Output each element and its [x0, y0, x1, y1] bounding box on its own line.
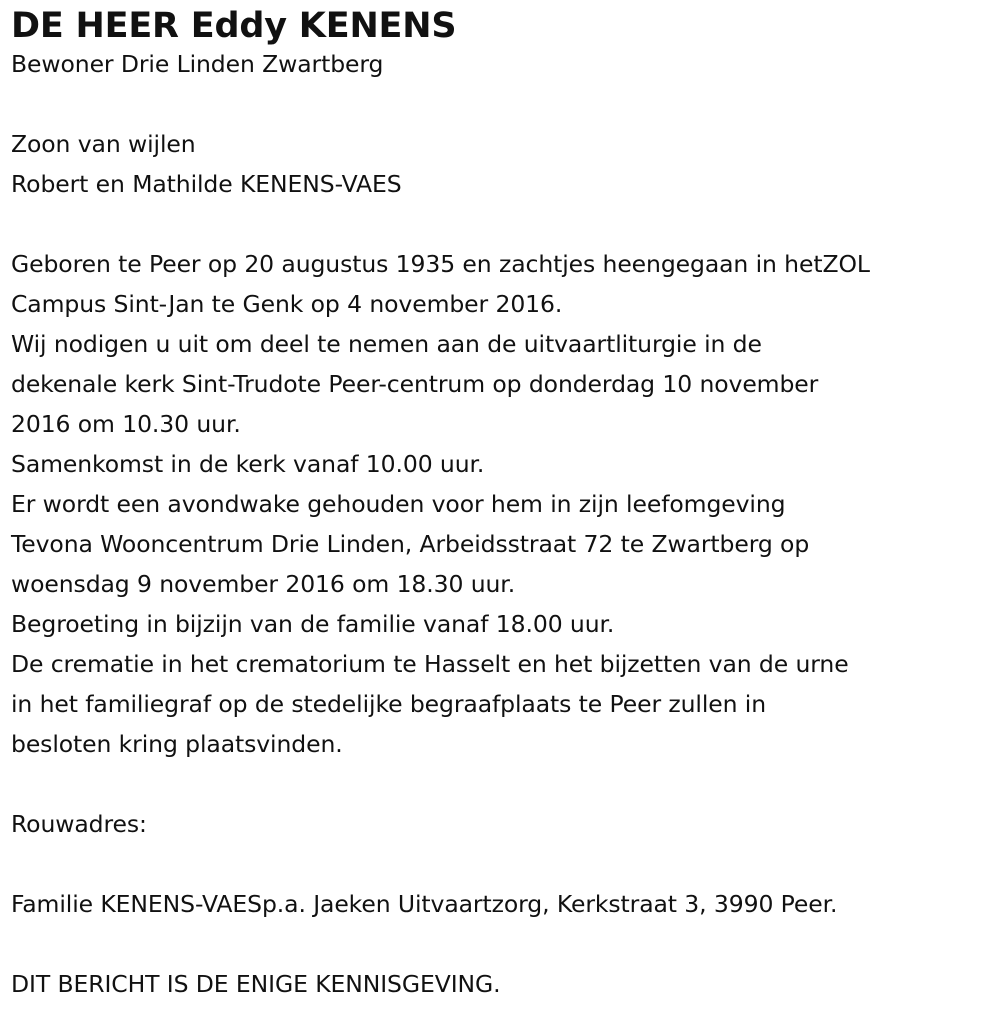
spacer [11, 764, 996, 804]
body-line: Begroeting in bijzijn van de familie vanaf 18.00 uur. [11, 610, 615, 638]
body-line: 2016 om 10.30 uur. [11, 410, 241, 438]
address-label: Rouwadres: [11, 810, 147, 838]
residence-line: Bewoner Drie Linden Zwartberg [11, 50, 384, 78]
body-line: Samenkomst in de kerk vanaf 10.00 uur. [11, 450, 485, 478]
body-line: De crematie in het crematorium te Hasselt en het bijzetten van de urne [11, 650, 849, 678]
spacer [11, 844, 996, 884]
body-line: Geboren te Peer op 20 augustus 1935 en zachtjes heengegaan in hetZOL [11, 250, 870, 278]
body-line: besloten kring plaatsvinden. [11, 730, 343, 758]
notice-line: DIT BERICHT IS DE ENIGE KENNISGEVING. [11, 970, 501, 998]
address-line: Familie KENENS-VAESp.a. Jaeken Uitvaartzorg, Kerkstraat 3, 3990 Peer. [11, 890, 838, 918]
parents-names: Robert en Mathilde KENENS-VAES [11, 170, 402, 198]
body-line: Campus Sint-Jan te Genk op 4 november 2016. [11, 290, 563, 318]
obituary-document [11, 0, 996, 1004]
obituary-title: DE HEER Eddy KENENS [11, 6, 457, 46]
body-line: Tevona Wooncentrum Drie Linden, Arbeidsstraat 72 te Zwartberg op [11, 530, 810, 558]
spacer [11, 924, 996, 964]
body-line: woensdag 9 november 2016 om 18.30 uur. [11, 570, 516, 598]
parents-line: Zoon van wijlen [11, 130, 196, 158]
spacer [11, 84, 996, 124]
body-line: dekenale kerk Sint-Trudote Peer-centrum op donderdag 10 november [11, 370, 819, 398]
spacer [11, 204, 996, 244]
body-line: Wij nodigen u uit om deel te nemen aan de uitvaartliturgie in de [11, 330, 762, 358]
body-line: Er wordt een avondwake gehouden voor hem in zijn leefomgeving [11, 490, 786, 518]
body-line: in het familiegraf op de stedelijke begraafplaats te Peer zullen in [11, 690, 767, 718]
